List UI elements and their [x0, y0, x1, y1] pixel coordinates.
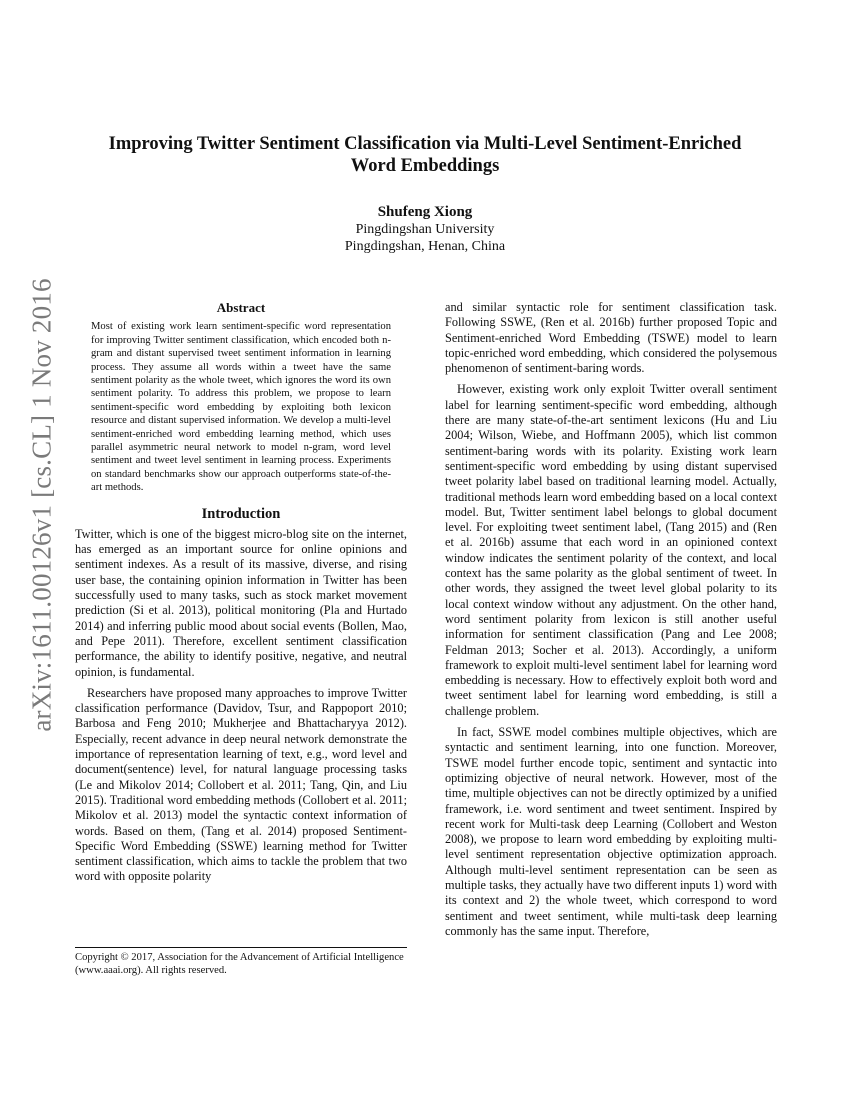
title-line-2: Word Embeddings	[350, 156, 500, 176]
copyright-notice: Copyright © 2017, Association for the Advancement of Artificial Intelligence (www.aaai.org). All rights reserved.	[75, 947, 407, 978]
paper-title	[60, 133, 790, 177]
right-column	[445, 300, 777, 945]
arxiv-stamp	[22, 270, 62, 740]
author-location: Pingdingshan, Henan, China	[344, 239, 506, 254]
abstract-text: Most of existing work learn sentiment-specific word representation for improving Twitter sentiment classification, which encoded both n-gram and distant supervised tweet sentiment information in learning process. They assume all words within a tweet have the same sentiment polarity as the whole tweet, which ignores the word its own sentiment polarity. To address this problem, we propose to learn sentiment-specific word embedding by exploiting both lexicon resource and distant supervised information. We develop a multi-level sentiment-enriched word embedding learning method, which uses parallel asymmetric neural network to model n-gram, word level sentiment and tweet level sentiment in learning process. Experiments on standard benchmarks show our approach outperforms state-of-the-art methods.	[91, 321, 391, 494]
intro-paragraph-1: Twitter, which is one of the biggest micro-blog site on the internet, has emerged as an important source for online opinions and sentiment indexes. As a result of its massive, diverse, and rising user base, the containing opinion information in Twitter has been successfully used to many tasks, such as stock market movement prediction (Si et al. 2013), political monitoring (Pla and Hurtado 2014) and inferring public mood about social events (Bollen, Mao, and Pepe 2011). Therefore, excellent sentiment classification performance, the ability to identify positive, negative, and neutral opinion, is fundamental.	[75, 526, 407, 679]
title-line-1: Improving Twitter Sentiment Classification via Multi-Level Sentiment-Enriched	[108, 134, 742, 154]
arxiv-stamp-text: arXiv:1611.00126v1 [cs.CL] 1 Nov 2016	[26, 278, 57, 732]
intro-paragraph-2: Researchers have proposed many approaches to improve Twitter classification performance (Davidov, Tsur, and Rappoport 2010; Barbosa and Feng 2010; Mukherjee and Bhattacharyya 2012). Especially, recent advance in deep neural network demonstrate the importance of representation learning of text, e.g., word level and document(sentence) level, for natural language processing tasks (Le and Mikolov 2014; Collobert et al. 2011; Tang, Qin, and Liu 2015). Traditional word embedding methods (Collobert et al. 2011; Mikolov et al. 2013) model the syntactic context information of words. Based on them, (Tang et al. 2014) proposed Sentiment-Specific Word Embedding (SSWE) learning method for Twitter sentiment classification, which aims to tackle the problem that two word with opposite polarity	[75, 685, 407, 884]
abstract-heading: Abstract	[216, 300, 266, 315]
right-paragraph-1: and similar syntactic role for sentiment classification task. Following SSWE, (Ren et al. 2016b) further proposed Topic and Sentiment-enriched Word Embedding (TSWE) model to learn topic-enriched word embedding, which considered the polysemous phenomenon of sentiment-baring words.	[445, 300, 777, 376]
left-column	[75, 300, 407, 891]
right-paragraph-3: In fact, SSWE model combines multiple objectives, which are syntactic and sentiment learning, into one function. Moreover, TSWE model further encode topic, sentiment and syntactic into optimizing objective of neural network. However, most of the time, multiple objectives can not be directly optimized by a unified framework, i.e. word sentiment and tweet sentiment. Inspired by recent work for Multi-task deep Learning (Collobert and Weston 2008), we propose to learn word embedding by exploiting multi-level sentiment representation objective optimization approach. Although multi-level sentiment representation can be seen as multiple tasks, they actually have two different inputs 1) word with its context and 2) the whole tweet, which correspond to word sentiment and tweet sentiment, while multi-task deep learning commonly has the same input. Therefore,	[445, 725, 777, 938]
introduction-heading: Introduction	[201, 505, 281, 522]
author-block	[0, 204, 850, 255]
author-name: Shufeng Xiong	[377, 204, 473, 220]
author-affiliation: Pingdingshan University	[355, 222, 495, 237]
right-paragraph-2: However, existing work only exploit Twitter overall sentiment label for learning sentiment-specific word embedding, although there are many state-of-the-art sentiment lexicons (Hu and Liu 2004; Wilson, Wiebe, and Hoffmann 2005), which list common sentiment-baring words with its polarity. Existing work learn sentiment-specific word embedding by using distant supervised tweet polarity label based on traditional learning model. Actually, traditional methods learn word embedding based on a local context model. But, Twitter sentiment label belongs to global document level. For exploiting tweet sentiment label, (Tang 2015) and (Ren et al. 2016b) assume that each word in an opinioned context window indicates the sentiment polarity of the context, and local context has the same polarity as the global sentiment of tweet. In other words, they assigned the tweet level global polarity to its local context window without any adjustment. On the other hand, word sentiment polarity from lexicon is still another useful information for sentiment classification (Pang and Lee 2008; Feldman 2013; Socher et al. 2013). Accordingly, a uniform framework to exploit multi-level sentiment label for learning word embedding is necessary. How to effectively exploit both word and tweet sentiment label for learning word embedding, is still a challenge problem.	[445, 382, 777, 718]
